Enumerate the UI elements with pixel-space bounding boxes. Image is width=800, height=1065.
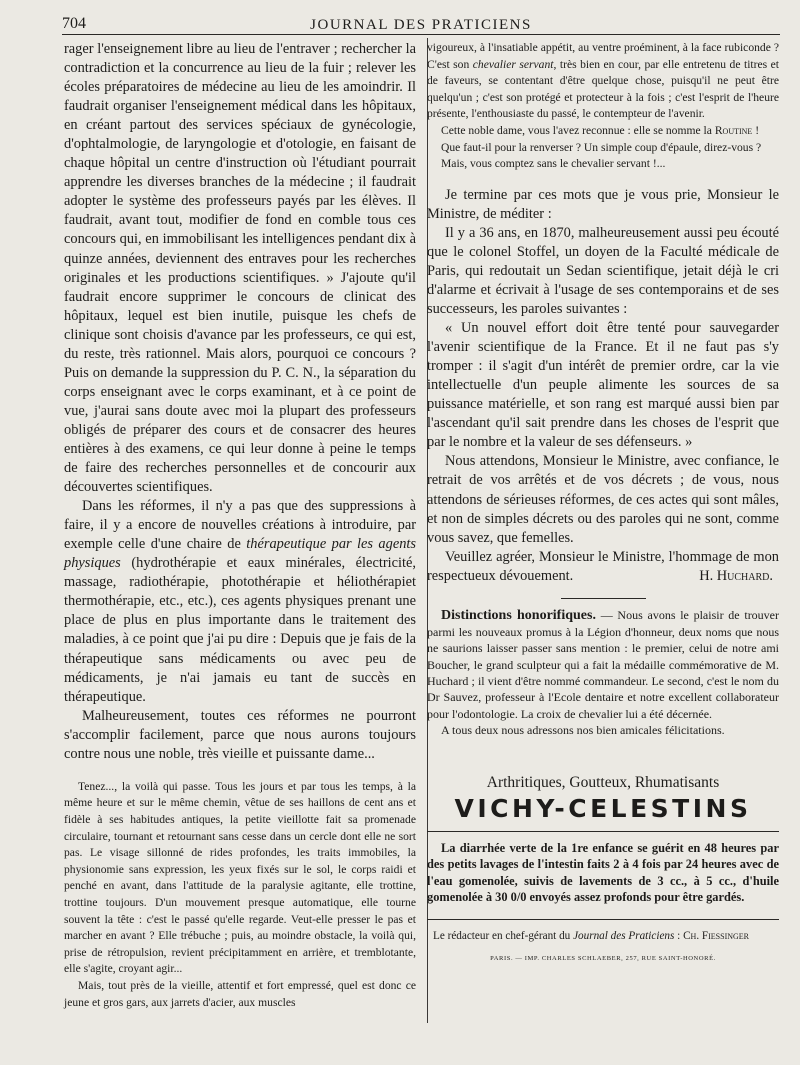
author-signature: H. Huchard. bbox=[699, 567, 773, 584]
article-paragraph: Il y a 36 ans, en 1870, malheureusement aussi peu écouté que le colonel Stoffel, un doyen de la Faculté médicale de Paris, qui redoutait un Sedan scientifique, jetait déjà le cri d'alarme et écrivait à l'usage de ses contemporains et de ses successeurs, les paroles suivantes : bbox=[427, 224, 779, 318]
page-header bbox=[62, 8, 780, 35]
allegory-paragraph: Mais, tout près de la vieille, attentif et fort empressé, quel est donc ce jeune et gros gars, aux jarrets d'acier, aux muscles bbox=[64, 978, 416, 1009]
allegory-paragraph: Tenez..., la voilà qui passe. Tous les jours et par tous les temps, à la même heure et sur le même chemin, vêtue de ses haillons de cent ans et fidèle à ses habitudes antiques, la petite vieillotte fait sa promenade circulaire, tournant et retournant sans cesse dans un cercle dont elle ne sort pas. Le visage sillonné de rides profondes, les traits immobiles, la physionomie sans expression, les yeux fixés sur le sol, le corps raidi et penché en avant, dans l'attitude de la paralysie agitante, elle trottine, trottine toujours. D'un mouvement presque automatique, elle tourne souvent la tête : c'est le passé qu'elle regarde. Veut-elle presser le pas et marcher en avant ? Elle trébuche ; puis, au moindre obstacle, la voilà qui, prise de rétropulsion, revient précipitamment en arrière, et tremblotante, elle s'agite, croyant agir... bbox=[64, 779, 416, 976]
italic-phrase: thérapeutique par les agents physiques bbox=[64, 536, 417, 572]
journal-title: JOURNAL DES PRATICIENS bbox=[310, 17, 532, 33]
ad-body: La diarrhée verte de la 1re enfance se guérit en 48 heures par des petits lavages de l'intestin faits 2 à 4 fois par 24 heures avec de l'eau gomenolée, suivis de lavements de 3 cc., à 5 cc., d'huile gomenolée à 30 0/0 envoyés assez profonds pour être gardés. bbox=[427, 841, 779, 904]
article-paragraph: Je termine par ces mots que je vous prie, Monsieur le Ministre, de méditer : bbox=[427, 186, 779, 222]
editor-line: Le rédacteur en chef-gérant du Journal des Praticiens : Ch. Fiessinger bbox=[433, 929, 750, 942]
ad-brand: VICHY-CELESTINS bbox=[454, 794, 752, 824]
advertisement bbox=[427, 774, 779, 905]
routine-word: Routine ! bbox=[714, 123, 760, 137]
section-divider bbox=[561, 598, 646, 599]
article-paragraph: rager l'enseignement libre au lieu de l'entraver ; rechercher la contradiction et la concurrence au lieu de la fuir ; relever les écoles préparatoires de médecine au lieu de les amoindrir. Il faudrait organiser l'enseignement médical dans les hôpitaux, en créant partout des services spéciaux de gynécologie, d'ophtalmologie, de laryngologie et d'otologie, en faisant de chaque hôpital un centre d'instruction où l'étudiant pourrait apprendre les diverses branches de la médecine ; il faudrait adopter le système des professeurs payés par les élèves. Il faudrait, avant tout, modifier de fond en comble tous ces concours qui, en immobilisant les intelligences pendant dix à quinze années, deviennent des entraves pour les recherches originales et les productions scientifiques. » J'ajoute qu'il faudrait encore supprimer le concours de clinicat des hôpitaux, lequel est bien inutile, puisque les chefs de clinique sont choisis d'avance par les professeurs, ce qui est, du reste, très rationnel. Mais alors, pourquoi ce concours ? Puis on demande la suppression du P. C. N., la séparation du corps enseignant avec le corps examinant, et à ce point de vue, j'aurai sans doute avec moi la plupart des professeurs obligés de préparer des cours et de consacrer des heures entières à des examens, ce qui leur donne à peine le temps de faire des recherches personnelles et de concourir aux découvertes scientifiques. bbox=[64, 41, 416, 496]
italic-phrase: chevalier servant bbox=[472, 57, 554, 71]
distinctions-closing: A tous deux nous adressons nos bien amicales félicitations. bbox=[441, 722, 725, 737]
distinctions-paragraph: Distinctions honorifiques. — Nous avons le plaisir de trouver parmi les nouveaux promus à la Légion d'honneur, deux noms que nous ne saurions laisser passer sans mention : le premier, celui de notre ami Boucher, le grand sculpteur qui a fait la médaille commémorative de M. Huchard ; il vient d'être nommé commandeur. Le second, c'est le nom du Dr Sauvez, professeur à l'Ecole dentaire et notre excellent collaborateur pour l'odontologie. La croix de chevalier lui a été décernée. bbox=[427, 607, 780, 721]
article-paragraph: Nous attendons, Monsieur le Ministre, avec confiance, le retrait de vos arrêtés et de vos décrets ; de vous, nous attendons de sérieuses réformes, de ces actes qui sont mâles, et non de simples décrets ou des paroles qui ne sont, comme vous savez, que femelles. bbox=[427, 453, 779, 546]
printer-line: PARIS. — IMP. CHARLES SCHLAEBER, 257, RUE SAINT-HONORÉ. bbox=[490, 954, 716, 962]
left-column bbox=[64, 40, 416, 1011]
right-column bbox=[427, 40, 779, 962]
quotation-paragraph: « Un nouvel effort doit être tenté pour sauvegarder l'avenir scientifique de la France. Et il ne faut pas s'y tromper : il s'agit d'un intérêt de premier ordre, car la vie intellectuelle d'un peuple alimente les sources de sa puissance matérielle, et son rang est marqué aussi bien par l'ascendant qu'il sait prendre dans les choses de l'esprit que par le nombre et la valeur de ses défenseurs. » bbox=[427, 320, 779, 451]
allegory-paragraph: Cette noble dame, vous l'avez reconnue : elle se nomme la Routine ! bbox=[441, 123, 760, 137]
allegory-paragraph: vigoureux, à l'insatiable appétit, au ventre proéminent, à la face rubiconde ? C'est son chevalier servant, très bien en cour, par elle entretenu de titres et de faveurs, se contentant d'être quelque chose, puisqu'il ne peut être quelqu'un ; c'est son protégé et protecteur à la fois ; c'est l'esprit de l'heure présente, l'enthousiaste du passé, le contempteur de l'avenir. bbox=[427, 41, 779, 121]
article-paragraph: Malheureusement, toutes ces réformes ne pourront s'accomplir facilement, parce que nous aurons toujours contre nous une noble, très vieille et puissante dame... bbox=[64, 707, 416, 762]
ad-rule bbox=[427, 831, 779, 832]
distinctions-title: Distinctions honorifiques. bbox=[441, 607, 596, 623]
closing-paragraph: Veuillez agréer, Monsieur le Ministre, l'hommage de mon respectueux dévouement. H. Huchard. bbox=[427, 548, 779, 586]
page-number: 704 bbox=[62, 15, 86, 32]
allegory-paragraph: Mais, vous comptez sans le chevalier servant !... bbox=[441, 157, 666, 171]
footer-rule bbox=[427, 919, 779, 920]
article-paragraph-creations: Dans les réformes, il n'y a pas que des suppressions à faire, il y a encore de nouvelles créations à introduire, par exemple celle d'une chaire de thérapeutique par les agents physiques (hydrothérapie et eaux minérales, électricité, massage, radiothérapie, photothérapie et héliothérapiet thermothérapie, etc., etc.), ces agents physiques prenant une place de plus en plus importante dans le traitement des maladies, à ce point que j'ai pu dire : Depuis que je fais de la thérapeutique sans médicaments ou avec peu de médicaments, je n'ai jamais eu tant de succès en thérapeutique. bbox=[64, 498, 417, 705]
ad-subtitle: Arthritiques, Goutteux, Rhumatisants bbox=[486, 774, 720, 792]
allegory-paragraph: Que faut-il pour la renverser ? Un simple coup d'épaule, direz-vous ? bbox=[441, 140, 762, 154]
